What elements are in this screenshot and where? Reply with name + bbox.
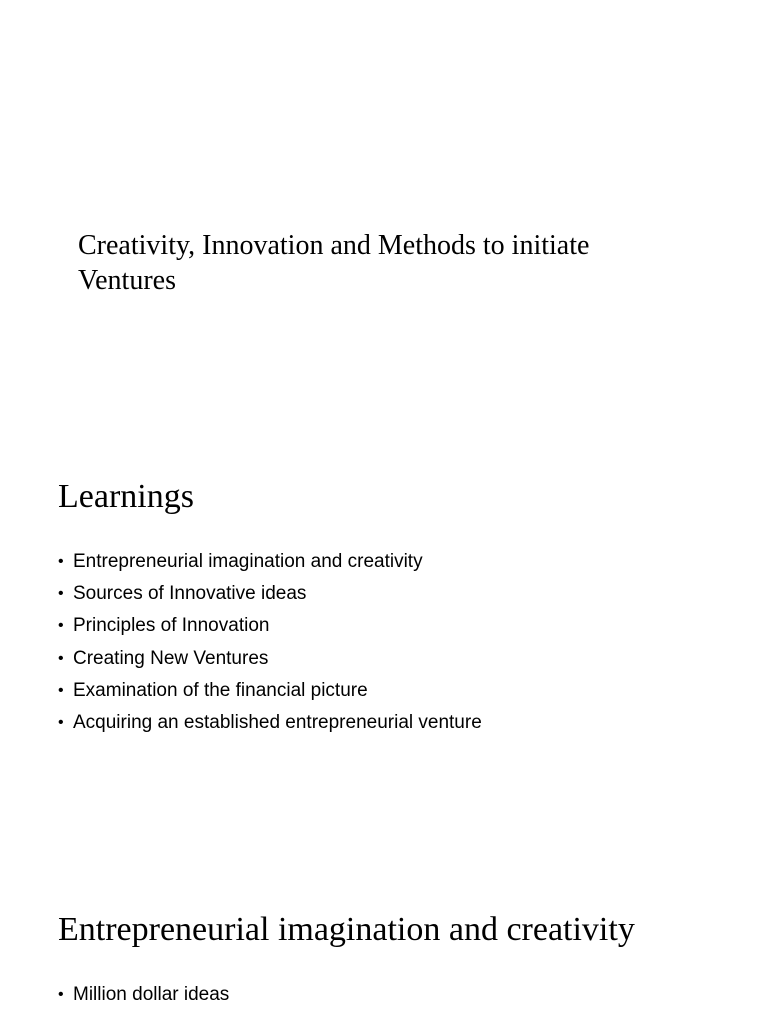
slide-title (0, 0, 768, 432)
slide-learnings (0, 432, 768, 864)
bullet-list (58, 546, 482, 739)
bullet-list (58, 979, 229, 1011)
presentation-title: Creativity, Innovation and Methods to initiate Ventures (78, 230, 590, 296)
bullet-item: • Principles of Innovation (58, 610, 482, 642)
bullet-item: • Million dollar ideas (58, 979, 229, 1011)
slide-heading: Learnings (58, 478, 194, 515)
slide-heading: Entrepreneurial imagination and creativity (58, 911, 635, 948)
bullet-item: • Examination of the financial picture (58, 675, 482, 707)
bullet-item: • Sources of Innovative ideas (58, 578, 482, 610)
bullet-item: • Creating New Ventures (58, 643, 482, 675)
slide-imagination (0, 864, 768, 1024)
bullet-item: • Entrepreneurial imagination and creativity (58, 546, 482, 578)
bullet-item: • Acquiring an established entrepreneurial venture (58, 707, 482, 739)
